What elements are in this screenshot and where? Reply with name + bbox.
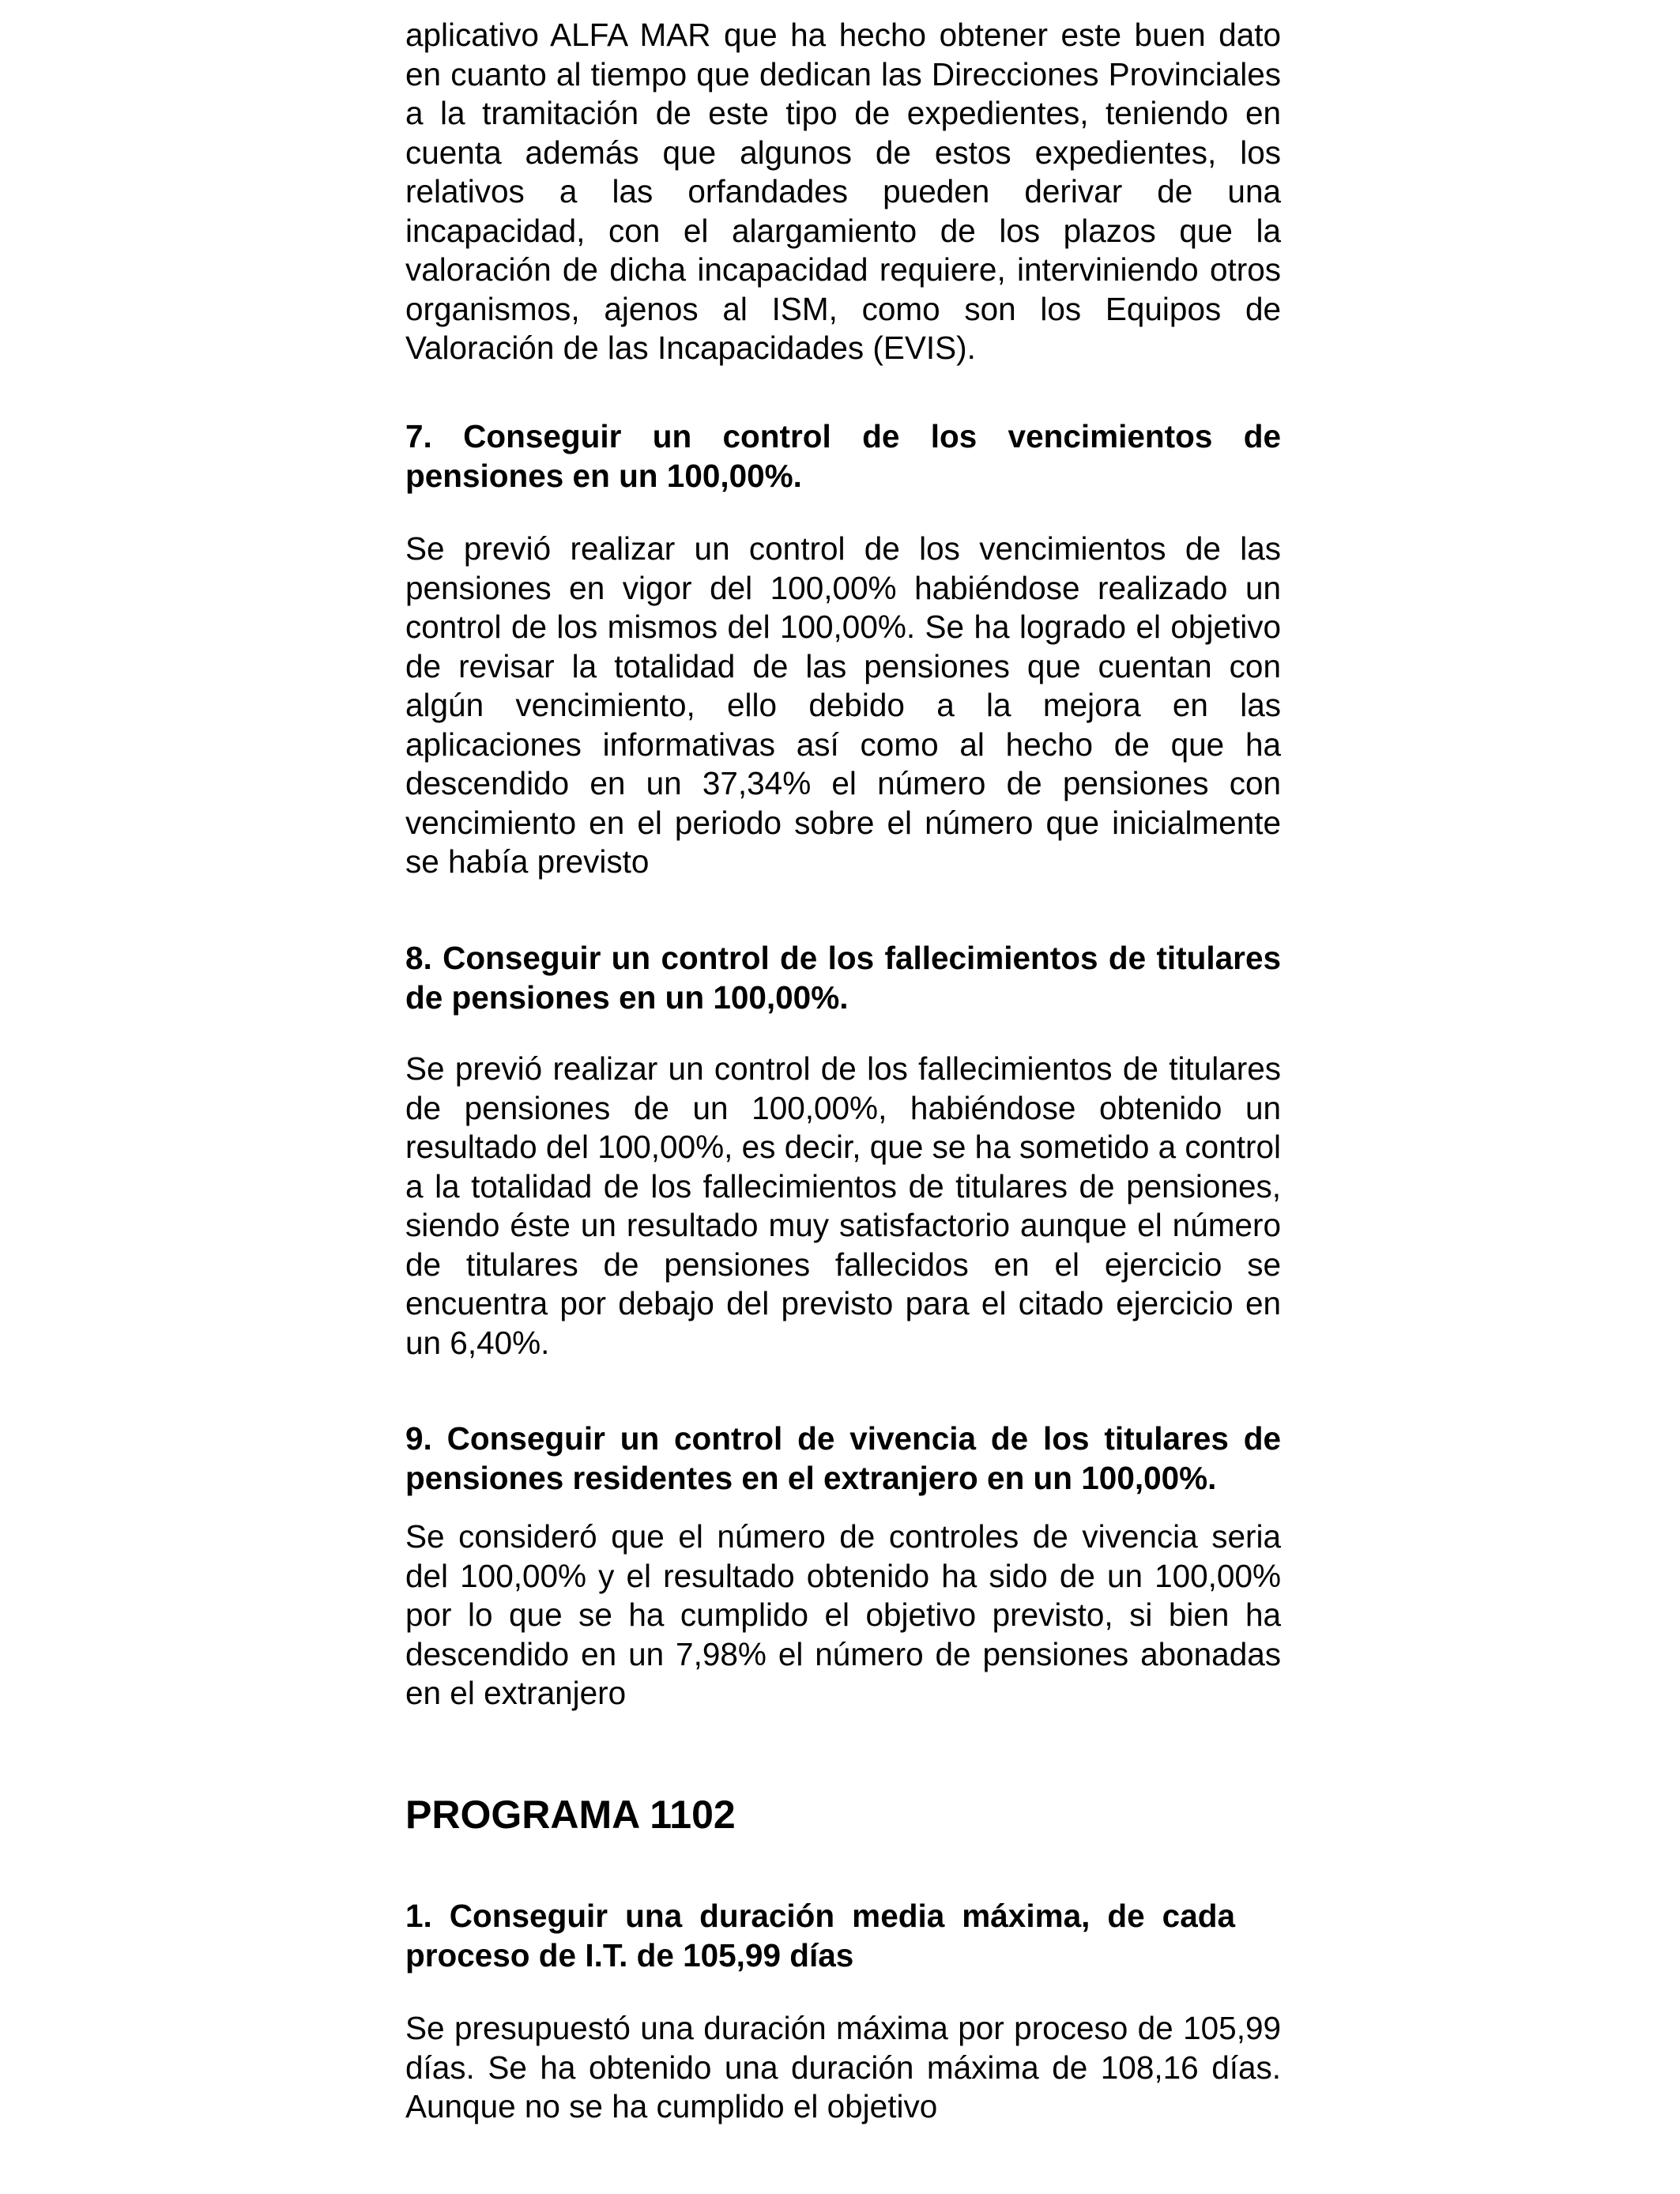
section-9-heading: 9. Conseguir un control de vivencia de los titulares de pensiones residentes en el extranjero en un 100,00%. (405, 1420, 1281, 1496)
section-7-heading: 7. Conseguir un control de los vencimientos de pensiones en un 100,00%. (405, 418, 1281, 494)
section-7-body: Se previó realizar un control de los vencimientos de las pensiones en vigor del 100,00% habiéndose realizado un control de los mismos del 100,00%. Se ha logrado el objetivo de revisar la totalidad de las pensiones que cuentan con algún vencimiento, ello debido a la mejora en las aplicaciones informativas así como al hecho de que ha descendido en un 37,34% el número de pensiones con vencimiento en el periodo sobre el número que inicialmente se había previsto (405, 530, 1281, 880)
program-title: PROGRAMA 1102 (405, 1793, 736, 1837)
program-1-body: Se presupuestó una duración máxima por proceso de 105,99 días. Se ha obtenido una duración máxima de 108,16 días. Aunque no se ha cumplido el objetivo (405, 2010, 1281, 2124)
section-9-body: Se consideró que el número de controles de vivencia seria del 100,00% y el resultado obtenido ha sido de un 100,00% por lo que se ha cumplido el objetivo previsto, si bien ha descendido en un 7,98% el número de pensiones abonadas en el extranjero (405, 1518, 1281, 1711)
program-1-heading: 1. Conseguir una duración media máxima, de cada proceso de I.T. de 105,99 días (405, 1898, 1235, 1973)
intro-paragraph: aplicativo ALFA MAR que ha hecho obtener este buen dato en cuanto al tiempo que dedican las Direcciones Provinciales a la tramitación de este tipo de expedientes, teniendo en cuenta además que algunos de estos expedientes, los relativos a las orfandades pueden derivar de una incapacidad, con el alargamiento de los plazos que la valoración de dicha incapacidad requiere, interviniendo otros organismos, ajenos al ISM, como son los Equipos de Valoración de las Incapacidades (EVIS). (405, 17, 1281, 366)
section-8-heading: 8. Conseguir un control de los fallecimientos de titulares de pensiones en un 100,00%. (405, 940, 1281, 1016)
section-8-body: Se previó realizar un control de los fallecimientos de titulares de pensiones de un 100,00%, habiéndose obtenido un resultado del 100,00%, es decir, que se ha sometido a control a la totalidad de los fallecimientos de titulares de pensiones, siendo éste un resultado muy satisfactorio aunque el número de titulares de pensiones fallecidos en el ejercicio se encuentra por debajo del previsto para el citado ejercicio en un 6,40%. (405, 1050, 1281, 1361)
